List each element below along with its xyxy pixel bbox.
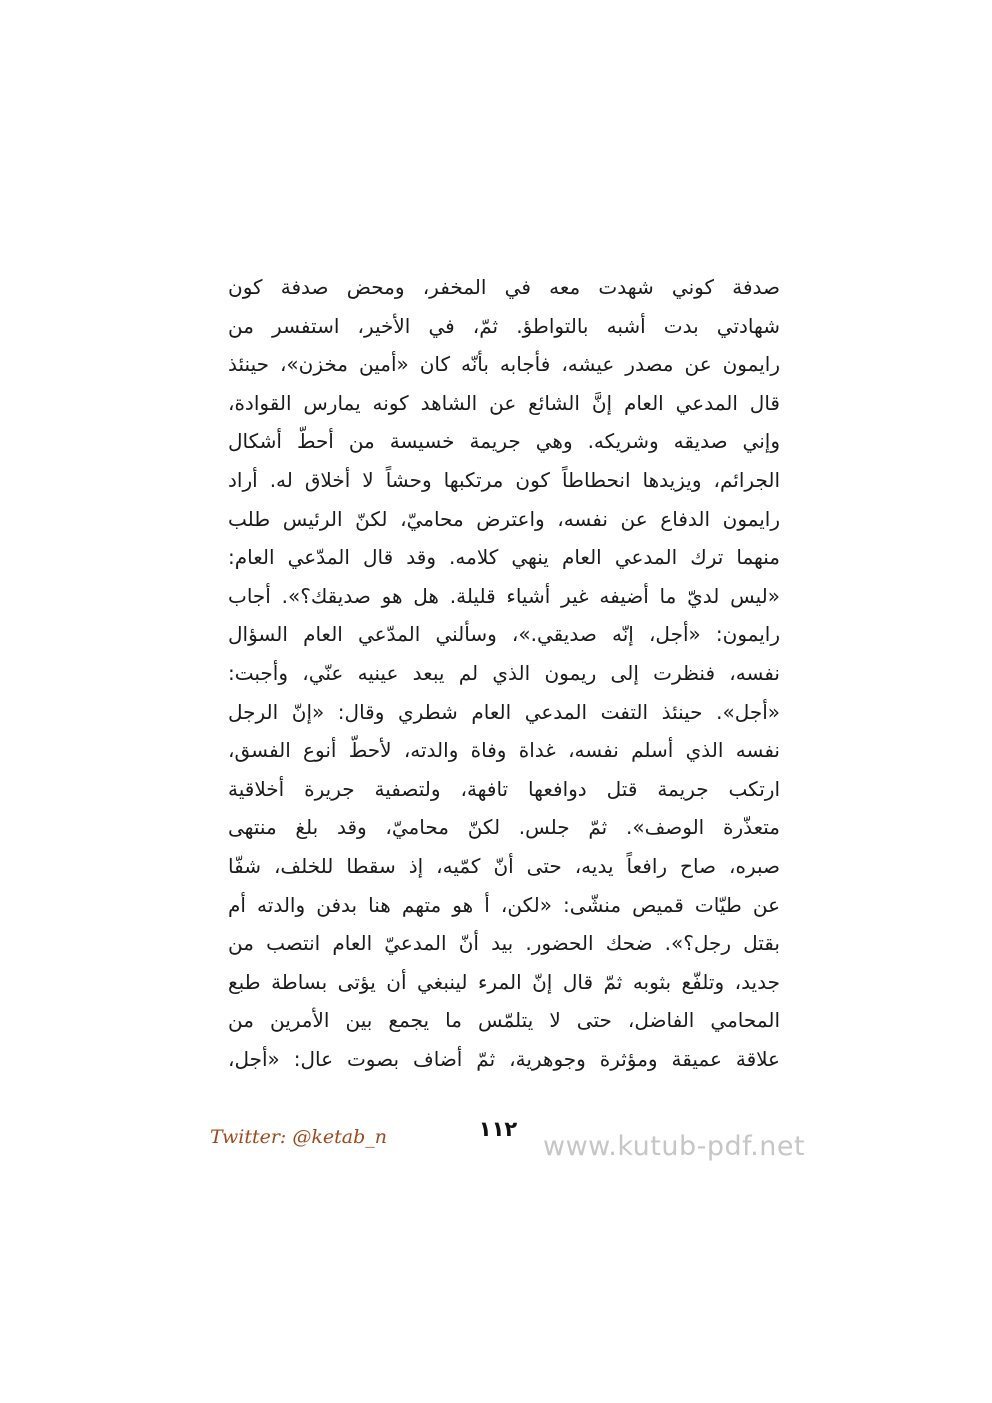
- text-line: ارتكب جريمة قتل دوافعها تافهة، ولتصفية جريرة أخلاقية: [228, 776, 780, 801]
- text-line: متعذّرة الوصف». ثمّ جلس. لكنّ محاميّ، وقد بلغ منتهى: [228, 815, 780, 840]
- text-line: وإني صديقه وشريكه. وهي جريمة خسيسة من أحطّ أشكال: [228, 429, 780, 454]
- text-line: الجرائم، ويزيدها انحطاطاً كون مرتكبها وحشاً لا أخلاق له. أراد: [228, 467, 780, 492]
- text-line: شهادتي بدت أشبه بالتواطؤ. ثمّ، في الأخير، استفسر من: [228, 313, 780, 338]
- text-line: منهما ترك المدعي العام ينهي كلامه. وقد قال المدّعي العام:: [228, 545, 780, 570]
- body-text-block: [228, 268, 780, 1078]
- text-line: رايمون عن مصدر عيشه، فأجابه بأنّه كان «أمين مخزن»، حينئذ: [228, 352, 780, 377]
- text-line: المحامي الفاضل، حتى لا يتلمّس ما يجمع بين الأمرين من: [228, 1008, 780, 1033]
- text-line: قال المدعي العام إنَّ الشائع عن الشاهد كونه يمارس القوادة،: [228, 390, 780, 415]
- text-line: «ليس لديّ ما أضيفه غير أشياء قليلة. هل هو صديقك؟». أجاب: [228, 583, 780, 608]
- text-line: جديد، وتلفّع بثوبه ثمّ قال إنّ المرء لينبغي أن يؤتى بساطة طبع: [228, 969, 780, 994]
- twitter-handle: Twitter: @ketab_n: [210, 1126, 387, 1148]
- text-line: نفسه الذي أسلم نفسه، غداة وفاة والدته، لأحطّ أنوع الفسق،: [228, 738, 780, 763]
- text-line: صبره، صاح رافعاً يديه، حتى أنّ كمّيه، إذ سقطا للخلف، شفّا: [228, 853, 780, 878]
- text-line: بقتل رجل؟». ضحك الحضور. بيد أنّ المدعيّ العام انتصب من: [228, 931, 780, 956]
- text-line: علاقة عميقة ومؤثرة وجوهرية، ثمّ أضاف بصوت عال: «أجل،: [228, 1046, 780, 1071]
- text-line: رايمون الدفاع عن نفسه، واعترض محاميّ، لكنّ الرئيس طلب: [228, 506, 780, 531]
- text-line: «أجل». حينئذ التفت المدعي العام شطري وقال: «إنّ الرجل: [228, 699, 780, 724]
- watermark: www.kutub-pdf.net: [543, 1131, 806, 1162]
- text-line: صدفة كوني شهدت معه في المخفر، ومحض صدفة كون: [228, 275, 780, 299]
- page-number: ١١٢: [478, 1117, 518, 1141]
- text-line: عن طيّات قميص منشّى: «لكن، أ هو متهم هنا بدفن والدته أم: [228, 892, 780, 917]
- text-line: نفسه، فنظرت إلى ريمون الذي لم يبعد عينيه عنّي، وأجبت:: [228, 660, 780, 685]
- text-line: رايمون: «أجل، إنّه صديقي.»، وسألني المدّعي العام السؤال: [228, 622, 780, 647]
